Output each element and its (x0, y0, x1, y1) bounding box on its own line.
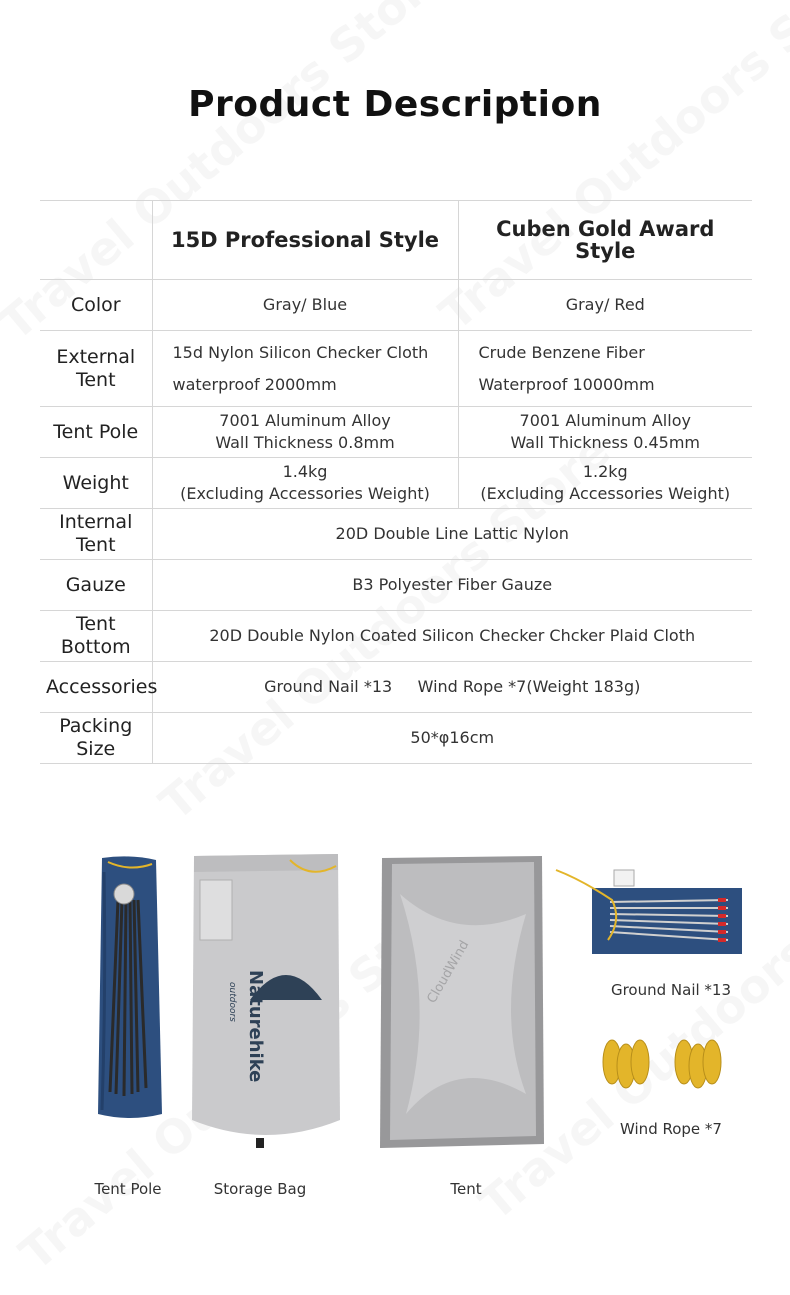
row-label: Accessories (40, 662, 152, 713)
row-label (40, 611, 152, 662)
cell-shared: 50*φ16cm (152, 713, 752, 764)
row-label: Tent Pole (40, 407, 152, 458)
row-label: Color (40, 280, 152, 331)
bag-sub-text: outdoors (227, 982, 237, 1022)
row-external-tent (40, 331, 752, 407)
row-label: Weight (40, 458, 152, 509)
product-photos (0, 840, 790, 1240)
ground-nail-caption: Ground Nail *13 (610, 981, 732, 999)
cell-shared: 20D Double Nylon Coated Silicon Checker Chcker Plaid Cloth (152, 611, 752, 662)
header-empty-cell (40, 201, 152, 280)
cell-line: 7001 Aluminum Alloy (219, 411, 391, 430)
label-line: Bottom (60, 636, 131, 658)
storage-bag-photo (190, 850, 342, 1150)
label-line: Internal (59, 511, 133, 533)
cell-15d: Gray/ Blue (152, 280, 458, 331)
cell-line: 15d Nylon Silicon Checker Cloth (172, 342, 429, 362)
label-line: Tent (75, 613, 116, 635)
row-gauze (40, 560, 752, 611)
cell-line: Waterproof 10000mm (478, 374, 655, 394)
cell-15d (152, 407, 458, 458)
row-packing-size (40, 713, 752, 764)
cell-shared: 20D Double Line Lattic Nylon (152, 509, 752, 560)
tent-pole-photo (94, 852, 166, 1122)
cell-cuben (458, 458, 752, 509)
row-label (40, 509, 152, 560)
cell-line: 1.4kg (282, 462, 328, 481)
bag-brand-text: Naturehike (245, 970, 266, 1083)
cell-15d (152, 331, 458, 407)
row-weight (40, 458, 752, 509)
column-header-15d: 15D Professional Style (152, 201, 458, 280)
tent-photo (376, 854, 548, 1154)
label-line: Size (76, 738, 116, 760)
cell-line: Wall Thickness 0.8mm (215, 433, 395, 452)
row-accessories (40, 662, 752, 713)
storage-bag-caption: Storage Bag (213, 1180, 307, 1198)
column-header-cuben: Cuben Gold Award Style (458, 201, 752, 280)
cell-line: 7001 Aluminum Alloy (519, 411, 691, 430)
page-title: Product Description (188, 84, 602, 125)
cell-line: 1.2kg (582, 462, 628, 481)
cell-15d (152, 458, 458, 509)
cell-shared: B3 Polyester Fiber Gauze (152, 560, 752, 611)
spec-table (40, 200, 752, 764)
cell-cuben (458, 331, 752, 407)
row-label: External Tent (40, 331, 152, 407)
ground-nail-photo (552, 860, 748, 960)
row-label (40, 713, 152, 764)
wind-rope-caption: Wind Rope *7 (620, 1120, 722, 1138)
row-label: Gauze (40, 560, 152, 611)
cell-line: Wall Thickness 0.45mm (510, 433, 701, 452)
cell-shared: Ground Nail *13 Wind Rope *7(Weight 183g) (152, 662, 752, 713)
table-header-row (40, 201, 752, 280)
cell-line: (Excluding Accessories Weight) (480, 484, 731, 503)
row-tent-pole (40, 407, 752, 458)
cell-line: Crude Benzene Fiber (478, 342, 645, 362)
cell-line: (Excluding Accessories Weight) (180, 484, 430, 503)
tent-caption: Tent (450, 1180, 482, 1198)
cell-cuben (458, 407, 752, 458)
tent-brand-text: CloudWind (424, 938, 473, 1006)
cell-line: waterproof 2000mm (172, 374, 337, 394)
tent-pole-caption: Tent Pole (94, 1180, 162, 1198)
wind-rope-photo (598, 1036, 738, 1106)
row-internal-tent (40, 509, 752, 560)
label-line: Packing (59, 715, 133, 737)
row-tent-bottom (40, 611, 752, 662)
row-color (40, 280, 752, 331)
label-line: Tent (75, 534, 116, 556)
cell-cuben: Gray/ Red (458, 280, 752, 331)
